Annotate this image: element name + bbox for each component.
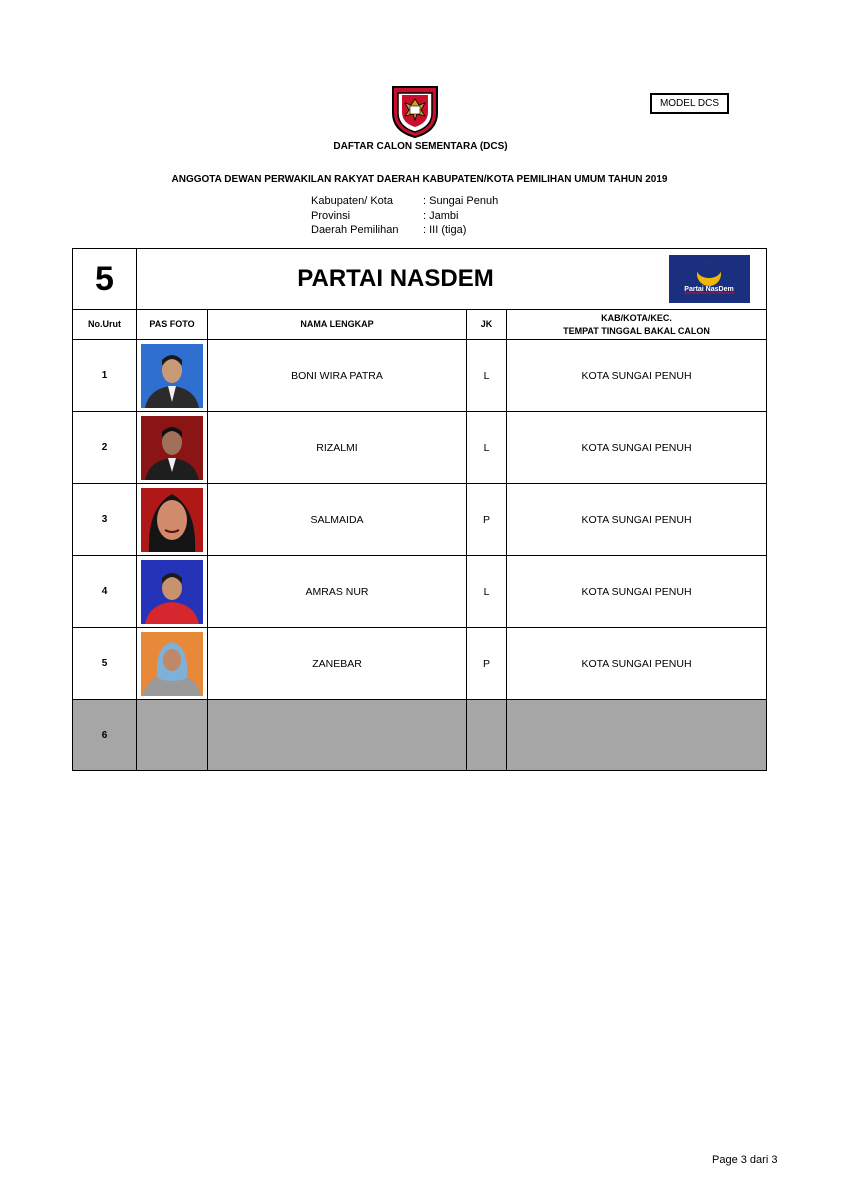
candidate-jk [467, 700, 507, 771]
col-header-place-line2: TEMPAT TINGGAL BAKAL CALON [563, 325, 710, 336]
candidate-jk: L [467, 340, 507, 412]
model-label: MODEL DCS [650, 93, 729, 114]
col-header-jk: JK [467, 310, 507, 340]
page-number: Page 3 dari 3 [712, 1154, 778, 1166]
photo-cell [137, 412, 208, 484]
candidate-no: 5 [73, 628, 137, 700]
table-row [73, 412, 767, 484]
table-row [73, 628, 767, 700]
photo-cell [137, 628, 208, 700]
candidate-photo [141, 632, 203, 696]
info-value: : Sungai Penuh [423, 195, 499, 207]
col-header-place-line1: KAB/KOTA/KEC. [601, 312, 672, 323]
col-header-photo: PAS FOTO [137, 310, 208, 340]
candidate-no: 1 [73, 340, 137, 412]
col-header-no: No.Urut [73, 310, 137, 340]
candidate-name: SALMAIDA [208, 484, 467, 556]
candidate-no: 3 [73, 484, 137, 556]
info-label: Kabupaten/ Kota [311, 195, 393, 207]
candidate-place [507, 700, 767, 771]
table-row [73, 484, 767, 556]
info-row-provinsi [311, 209, 498, 224]
candidate-name: AMRAS NUR [208, 556, 467, 628]
candidate-place: KOTA SUNGAI PENUH [507, 484, 767, 556]
region-info [311, 194, 498, 238]
candidate-place: KOTA SUNGAI PENUH [507, 628, 767, 700]
candidate-photo [141, 344, 203, 408]
photo-cell [137, 556, 208, 628]
party-name: PARTAI NASDEM [297, 265, 494, 292]
candidate-jk: L [467, 412, 507, 484]
table-row-empty [73, 700, 767, 771]
info-label: Daerah Pemilihan [311, 224, 399, 236]
photo-cell [137, 700, 208, 771]
photo-cell [137, 484, 208, 556]
candidate-name: BONI WIRA PATRA [208, 340, 467, 412]
candidate-no: 4 [73, 556, 137, 628]
candidate-table [72, 248, 767, 771]
nasdem-logo [669, 255, 750, 303]
info-row-kabupaten [311, 194, 498, 209]
nasdem-logo-text: Partai NasDem [684, 286, 734, 293]
candidate-jk: P [467, 628, 507, 700]
candidate-photo [141, 416, 203, 480]
document-title: DAFTAR CALON SEMENTARA (DCS) [333, 141, 508, 152]
kpu-logo [388, 83, 442, 139]
info-row-dapil [311, 223, 498, 238]
party-number: 5 [73, 249, 137, 310]
info-value: : Jambi [423, 209, 459, 222]
candidate-no: 6 [73, 700, 137, 771]
col-header-name: NAMA LENGKAP [208, 310, 467, 340]
candidate-jk: L [467, 556, 507, 628]
info-label: Provinsi [311, 209, 351, 222]
document-subtitle: ANGGOTA DEWAN PERWAKILAN RAKYAT DAERAH KABUPATEN/KOTA PEMILIHAN UMUM TAHUN 2019 [171, 174, 668, 185]
candidate-jk: P [467, 484, 507, 556]
candidate-name: RIZALMI [208, 412, 467, 484]
col-header-place [507, 310, 767, 340]
info-value: : III (tiga) [423, 224, 467, 236]
candidate-place: KOTA SUNGAI PENUH [507, 556, 767, 628]
candidate-name [208, 700, 467, 771]
candidate-photo [141, 488, 203, 552]
candidate-no: 2 [73, 412, 137, 484]
candidate-place: KOTA SUNGAI PENUH [507, 340, 767, 412]
candidate-photo [141, 560, 203, 624]
candidate-name: ZANEBAR [208, 628, 467, 700]
candidate-place: KOTA SUNGAI PENUH [507, 412, 767, 484]
table-row [73, 556, 767, 628]
photo-cell [137, 340, 208, 412]
table-row [73, 340, 767, 412]
party-header [137, 249, 767, 310]
